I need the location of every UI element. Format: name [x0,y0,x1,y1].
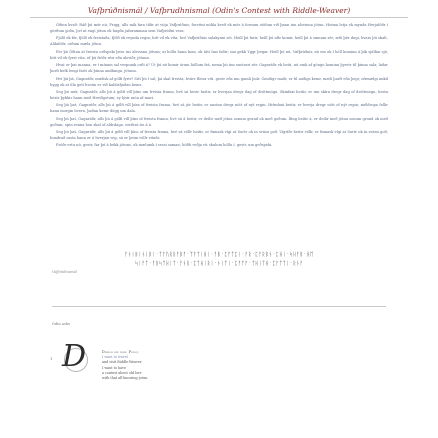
stanza-line: a contest about old lore [102,370,142,375]
stanza-line: and visit Riddle-Weaver. [102,360,143,365]
body-paragraph: Seg þú þat, Gagnráðr, alls þú á gólfi vill þíns of freista frama, hvé sú á heitir, er deilir með jötna sonum grund ok með goðum. Ífing heitir á, er deilir með jötna sonum grund ok með goðum; opin renna hon skal of aldrdaga, verðrat íss á á. [50,116,388,127]
body-paragraph: Seg þú þat, Gagnráðr, alls þú á gólfi vill þíns of freista frama, hvé sá jór heitir, er austan dregr nótt of nýt regin. Hrímfaxi heitir, er hverja dregr nótt of nýt regin; méldropa fellir hann morgin hvern, þaðan kemr dögg um dala. [50,103,388,114]
body-paragraph: Seg þú mér, Gagnráðr, alls þú á gólfi vill þíns um freista frama, hvé sá hestr heitir, er hverjan dregr dag of dróttmögu. Skinfaxi heitir, er inn skíra dregr dag of dróttmögu; hesta beztr þykkir hann með Hreiðgotum; ey lýsir mön af mari. [50,89,388,100]
runic-caption: Vafþrúðnismál [52,270,77,274]
drop-cap-letter: D [62,339,87,374]
body-paragraph: Hví þú þá, Gagnráðr, mælisk af gólfi fyrir? Sitt þú í sal; þá skal freista, hvárr fleira viti, gestr eða inn gamli þulr. Óauðigr maðr, er til auðigs kemr, mæli þarft eða þegi; ofrmælgi mikil hygg ek at illa geti hveim er við kaldrifjaðan kemr. [50,76,388,87]
runic-line: ᚨᚾᛁᛒᛁᚾᛁᛒᛁ᛫ᛏᚨᚢᚱᚱᚨᛒᚨ᛫ᛉᚨᛏᛁᚺᛁ᛫ᚨᛒ᛫ᛈᚨᛏᛈᛁ᛫ᚨᚱ᛫ᛈᚨᚱᛒᚾ᛫ᛈᚺᛁ᛫ᛋᚺᚨᛒ᛫ᚺᛖ [124,252,314,258]
body-paragraph: Seg þú þat, Gagnráðr, alls þú á gólfi vill þíns of freista frama, hvé sá völlr heitir, er finnask vígi at Surtr ok in svásu goð. Vígríðr heitir völlr, er finnask vígi at Surtr ok in svásu goð; hundrað rasta hann er á hverjan veg, sá er þeim völlr vitaðr. [50,130,388,141]
stanza-text [102,350,187,381]
stanza-line: with that all-knowing jotun. [102,376,149,381]
stanza-line: I want to travel [102,355,128,360]
runic-inscription [36,251,402,268]
stanza-line: I want to have [102,365,126,370]
runic-line: ᛋᛁᚨᛏ᛫ᚨᚱᛋᛏᚺᛁᛏ᛫ᚨᚾᚱ᛫ᛈᛏᚺᛁᚱᛁ᛫ᚾᛁᛏᛁ᛫ᛈᚨᛏᚨ᛫ᛏᚺᛁᛏᚺ᛫ᛈᚨᛏᛏᛁ᛫ᚱᚾᚨ [134,260,304,267]
section-note: Odin asks [52,322,70,326]
body-paragraph: Óðinn kvað: Ráð þú mér nú, Frigg, alls mik fara tíðir at vitja Vafþrúðnis; forvitni mikla kveð ek mér á fornum stöfum við þann inn alsvinna jötun. Heima letja ek mynda Herjaföðr í görðum goða, því at engi jötun ek hugða jafnramman sem Vafþrúðni vera. [50,23,388,34]
body-paragraph: Fór þá Óðinn at freista orðspeki þess ins alsvinna jötuns; at höllu hann kom, ok átti Íms faðir; inn gekk Yggr þegar. Heill þú nú, Vafþrúðnir, nú em ek í höll kominn á þik sjálfan sjá; hitt vil ek fyrst vita, ef þú fróðr séir eða alsviðr, jötunn. [50,49,388,60]
section-rule [52,306,386,307]
body-paragraph: Hvat er þat manna, er í mínum sal verpumk orði á? Út þú né komir órum höllum frá, nema þú inn snotrari sér. Gagnráðr ek heiti, nú emk af göngu kominn þyrstr til þinna sala; laðar þurfi hefk lengi farit ok þinna andfanga, jötunn. [50,63,388,74]
drop-cap-block [50,336,190,426]
body-paragraph: Fjölð ek fór, fjölð ek freistaða, fjölð ek reynda regin; hitt vil ek vita, hvé Vafþrúðnis salakynni séi. Heill þú farir, heill þú aftr komir, heill þú á sinnum sér; æði þér dugi, hvars þú skalt, Aldaföðr, orðum mæla jötun. [50,36,388,47]
page-title: Vafþrúðnismál / Vafþrudhnismal (Odin's Contest with Riddle-Weaver) [87,6,351,15]
body-paragraph: Fróðr ertu nú, gestr, far þú á bekk jötuns, ok mælumk í sessi saman; höfði veðja vit skulum höllu í, gestr, um geðspeki. [56,143,273,148]
stanza-line: Dovish see now, Frigg; [102,350,139,354]
stanza-number: 1 [50,356,53,361]
body-text [50,22,388,244]
header-rule [30,17,408,18]
